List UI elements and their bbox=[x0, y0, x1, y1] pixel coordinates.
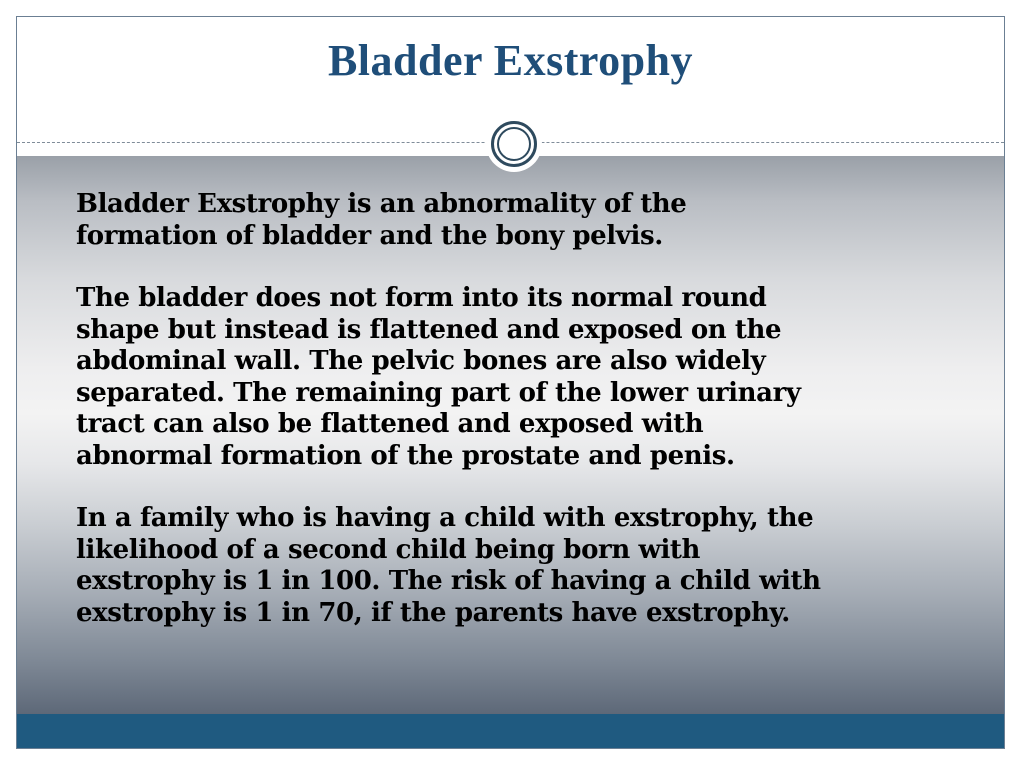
paragraph-definition bbox=[76, 189, 976, 252]
ornament-outer-ring bbox=[491, 121, 537, 167]
text-line: separated. The remaining part of the lower urinary bbox=[76, 377, 801, 408]
text-line: formation of bladder and the bony pelvis. bbox=[76, 220, 663, 251]
text-line: exstrophy is 1 in 70, if the parents have exstrophy. bbox=[76, 597, 790, 628]
text-line: Bladder Exstrophy is an abnormality of the bbox=[76, 189, 687, 219]
text-line: In a family who is having a child with exstrophy, the bbox=[76, 503, 814, 533]
footer-bar bbox=[17, 714, 1004, 748]
text-line: abdominal wall. The pelvic bones are also widely bbox=[76, 346, 766, 376]
slide-title: Bladder Exstrophy bbox=[327, 36, 694, 85]
double-circle-icon bbox=[486, 116, 542, 172]
text-line: exstrophy is 1 in 100. The risk of having a child with bbox=[76, 566, 821, 596]
slide-body bbox=[76, 189, 976, 660]
text-line: likelihood of a second child being born with bbox=[76, 534, 701, 565]
text-line: shape but instead is flattened and exposed on the bbox=[76, 314, 782, 345]
ornament-inner-ring bbox=[497, 127, 531, 161]
text-line: tract can also be flattened and exposed with bbox=[76, 409, 704, 439]
text-line: The bladder does not form into its normal round bbox=[76, 283, 767, 313]
paragraph-risk bbox=[76, 503, 976, 629]
text-line: abnormal formation of the prostate and penis. bbox=[76, 440, 735, 471]
slide bbox=[16, 16, 1005, 749]
paragraph-description bbox=[76, 283, 976, 472]
